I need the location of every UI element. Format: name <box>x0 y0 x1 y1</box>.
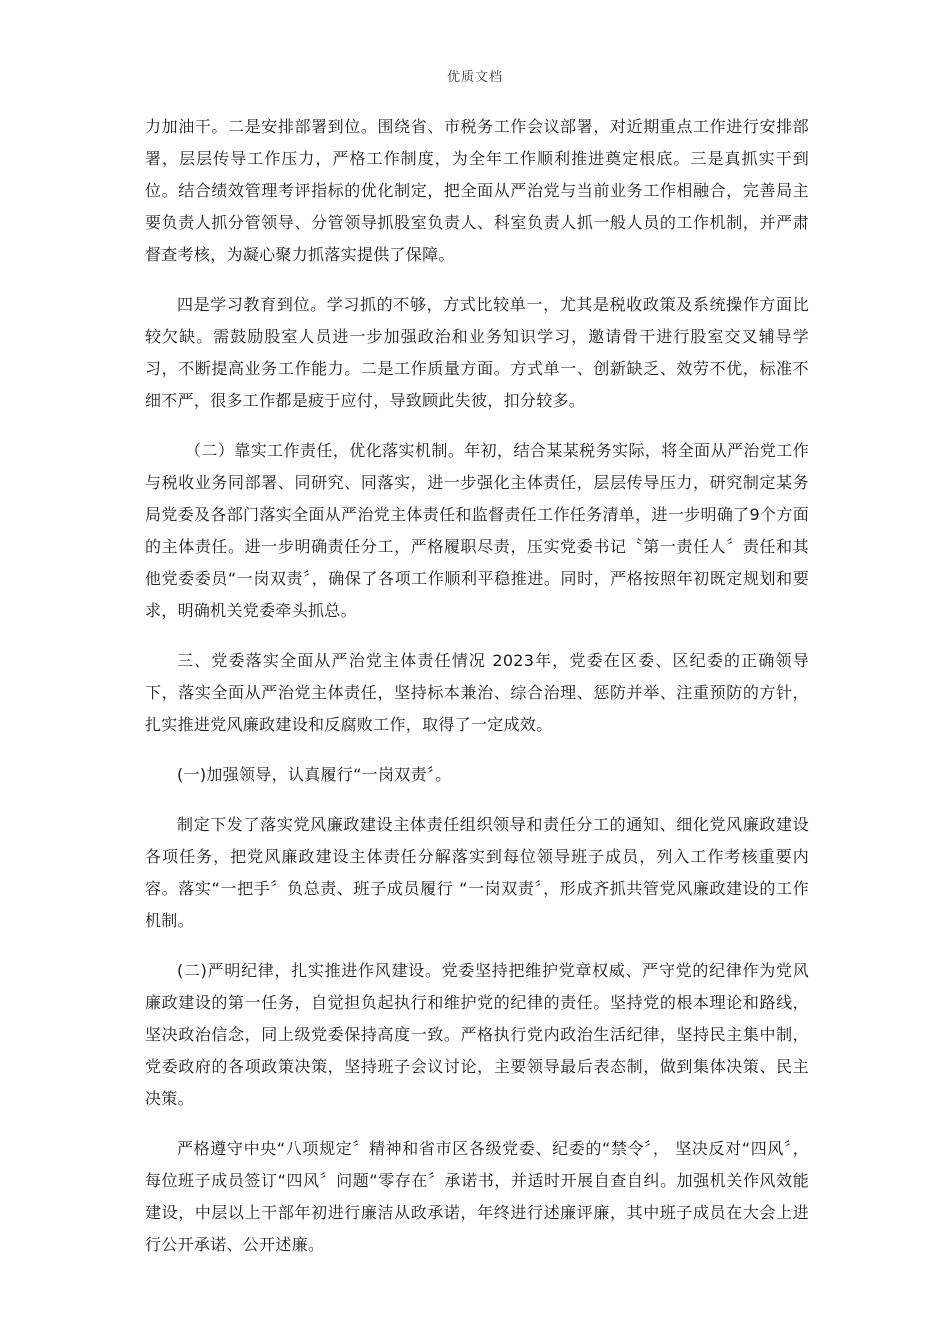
paragraph-study-education: 四是学习教育到位。学习抓的不够，方式比较单一，尤其是税收政策及系统操作方面比较欠缺。需鼓励股室人员进一步加强政治和业务知识学习，邀请骨干进行股室交叉辅导学习，不断提高业务工作能力。二是工作质量方面。方式单一、创新缺乏、效劳不优，标准不细不严，很多工作都是疲于应付，导致顾此失彼，扣分较多。 <box>145 295 809 410</box>
paragraph-eight-rules: 严格遵守中央“八项规定〞精神和省市区各级党委、纪委的“禁令〞， 坚决反对“四风〞，每位班子成员签订“四风〞问题“零存在〞承诺书，并适时开展自查自纠。加强机关作风效能建设，中层以上干部年初进行廉洁从政承诺，年终进行述廉评廉，其中班子成员在大会上进行公开承诺、公开述廉。 <box>145 1139 809 1254</box>
paragraph-responsibility: （二）靠实工作责任，优化落实机制。年初，结合某某税务实际，将全面从严治党工作与税收业务同部署、同研究、同落实，进一步强化主体责任，层层传导压力，研究制定某务局党委及各部门落实全面从严治党主体责任和监督责任工作任务清单，进一步明确了9个方面的主体责任。进一步明确责任分工，严格履职尽责，压实党委书记〝第一责任人〞责任和其他党委委员“一岗双责〞，确保了各项工作顺利平稳推进。同时，严格按照年初既定规划和要求，明确机关党委牵头抓总。 <box>145 441 809 620</box>
paragraph-subheading-one: (一)加强领导，认真履行“一岗双责〞。 <box>177 765 452 784</box>
paragraph-leadership-tasks: 制定下发了落实党风廉政建设主体责任组织领导和责任分工的通知、细化党风廉政建设各项任务，把党风廉政建设主体责任分解落实到每位领导班子成员，列入工作考核重要内容。落实“一把手〞负总责、班子成员履行 “一岗双责〞，形成齐抓共管党风廉政建设的工作机制。 <box>145 815 809 930</box>
paragraph-continuation: 力加油干。二是安排部署到位。围绕省、市税务工作会议部署，对近期重点工作进行安排部署，层层传导工作压力，严格工作制度，为全年工作顺利推进奠定根底。三是真抓实干到位。结合绩效管理考评指标的优化制定，把全面从严治党与当前业务工作相融合，完善局主要负责人抓分管领导、分管领导抓股室负责人、科室负责人抓一般人员的工作机制，并严肃督查考核，为凝心聚力抓落实提供了保障。 <box>145 117 809 264</box>
paragraph-section-three: 三、党委落实全面从严治党主体责任情况 2023年，党委在区委、区纪委的正确领导下，落实全面从严治党主体责任，坚持标本兼治、综合治理、惩防并举、注重预防的方针，扎实推进党风廉政建设和反腐败工作，取得了一定成效。 <box>145 651 809 734</box>
paragraph-discipline: (二)严明纪律，扎实推进作风建设。党委坚持把维护党章权威、严守党的纪律作为党风廉政建设的第一任务，自觉担负起执行和维护党的纪律的责任。坚持党的根本理论和路线，坚决政治信念，同上级党委保持高度一致。严格执行党内政治生活纪律，坚持民主集中制，党委政府的各项政策决策，坚持班子会议讨论，主要领导最后表态制，做到集体决策、民主决策。 <box>145 961 809 1108</box>
page-header: 优质文档 <box>446 70 503 85</box>
document-body <box>145 111 809 1279</box>
